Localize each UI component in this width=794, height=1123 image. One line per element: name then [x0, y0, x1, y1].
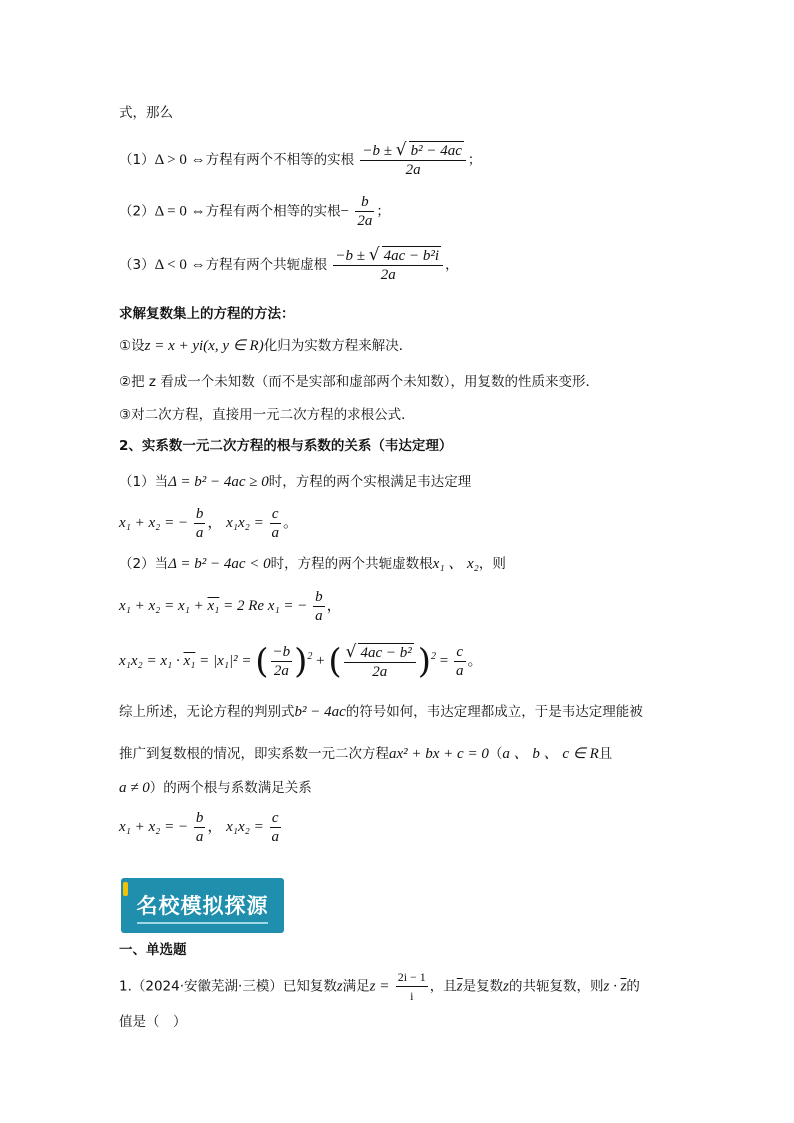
summary-1-post: 的符号如何，韦达定理都成立，于是韦达定理能被	[345, 704, 643, 720]
method-2: ②把 z 看成一个未知数（而不是实部和虚部两个未知数），用复数的性质来变形．	[119, 374, 600, 390]
case-1-den: 2a	[405, 162, 421, 178]
q1-prod: z ·	[603, 978, 621, 995]
case-3-cond: Δ < 0 ⇔	[154, 257, 206, 273]
summary-sum-num: b	[195, 810, 204, 826]
vieta-1-condition	[119, 472, 471, 492]
vieta-1-tail: 。	[283, 514, 299, 531]
summary-sum-fraction	[194, 809, 206, 846]
summary-3-post: ）的两个根与系数满足关系	[149, 780, 312, 796]
q1-den: i	[410, 989, 414, 1003]
case-2-text: 方程有两个相等的实根	[205, 203, 341, 220]
vieta-2-f3-num: c	[454, 643, 466, 662]
case-1-tail: ；	[467, 152, 482, 168]
method-3: ③对二次方程，直接用一元二次方程的求根公式．	[119, 407, 415, 423]
vieta-2-frac-3	[454, 643, 466, 680]
vieta-2-roots: x₁ 、 x₂	[432, 556, 479, 572]
summary-2-formula: ax² + bx + c = 0	[389, 746, 489, 762]
vieta-2-sum-bar: x₁	[207, 597, 220, 614]
vieta-2-f3-den: a	[456, 663, 464, 680]
vieta-2-f1-den: 2a	[273, 663, 289, 680]
vieta-2-f1-num: −b	[272, 644, 291, 661]
case-3-num: −b ±	[335, 248, 369, 264]
vieta-1-equations	[119, 505, 298, 542]
q1-pre: 1.（2024·安徽芜湖·三模）已知复数	[119, 978, 337, 995]
method-1-pre: ①设	[119, 338, 145, 354]
summary-prod-num: c	[270, 809, 282, 828]
case-2	[119, 193, 390, 230]
vieta-2-frac-2: $\frac{\text{√ 4ac − b²}}{2a}$	[344, 643, 416, 681]
q1-mid: 满足	[342, 978, 370, 995]
summary-1-formula: b² − 4ac	[294, 704, 346, 720]
case-3-radicand: 4ac − b²i	[383, 248, 440, 264]
q1-eq: z =	[369, 978, 390, 995]
case-3-root-fraction: $\frac{\text{−b ± √ 4ac − b²i}}{2a}$	[333, 246, 443, 284]
case-2-tail: ；	[376, 203, 390, 220]
case-1-root-fraction: $\frac{\text{−b ± √ b² − 4ac}}{2a}$	[360, 141, 465, 179]
vieta-1-sum-fraction	[194, 505, 206, 542]
vieta-2-sum	[119, 588, 342, 625]
q1-z2: z	[503, 978, 509, 995]
vieta-2-sum-mid: = 2 Re x₁ = −	[219, 597, 308, 614]
vieta-2-sum-fraction	[313, 588, 325, 625]
vieta-2-prod-tail: 。	[467, 653, 483, 669]
summary-sep: ，	[207, 818, 223, 835]
summary-sum-den: a	[195, 829, 204, 845]
case-3	[119, 246, 459, 284]
method-1-post: 化归为实数方程来解决．	[263, 338, 413, 354]
vieta-1-sum-num: b	[195, 506, 204, 522]
summary-line-1	[119, 702, 643, 722]
case-2-num: b	[355, 193, 374, 212]
vieta-2-sum-tail: ，	[326, 597, 342, 614]
summary-line-2	[119, 744, 612, 764]
vieta-1-prod-num: c	[270, 505, 282, 524]
question-1	[119, 968, 640, 1005]
vieta-2-f2-den: 2a	[372, 663, 388, 680]
method-1	[119, 336, 412, 356]
vieta-2-prod-lhs: x₁x₂ = x₁ ·	[119, 653, 184, 669]
vieta-2-sum-lhs: x₁ + x₂ = x₁ +	[119, 597, 208, 614]
question-1-line-2: 值是（ ）	[119, 1014, 187, 1030]
vieta-2-frac-1	[271, 643, 293, 680]
case-3-tail: ，	[445, 257, 459, 273]
method-1-formula: z = x + yi(x, y ∈ R)	[144, 338, 264, 354]
method-heading: 求解复数集上的方程的方法：	[119, 306, 295, 322]
section-banner	[121, 878, 284, 933]
case-2-neg: −	[340, 203, 350, 220]
summary-prod-fraction	[270, 809, 282, 846]
vieta-1-sep: ，	[207, 514, 223, 531]
vieta-2-plus: +	[316, 653, 325, 669]
case-3-text: 方程有两个共轭虚根	[205, 257, 328, 273]
single-choice-heading: 一、单选题	[119, 942, 187, 958]
vieta-1-prod-den: a	[271, 525, 280, 541]
vieta-1-post: 时，方程的两个实根满足韦达定理	[268, 474, 472, 490]
vieta-2-sum-den: a	[315, 608, 323, 624]
case-1-label: （1）	[119, 152, 155, 168]
case-1-radicand: b² − 4ac	[410, 143, 462, 159]
summary-3-formula: a ≠ 0	[119, 780, 150, 796]
summary-line-3	[119, 778, 312, 798]
summary-sum-lhs: x₁ + x₂ = −	[119, 818, 189, 835]
intro-text: 式，那么	[119, 105, 173, 121]
q1-num: 2i − 1	[396, 968, 428, 987]
vieta-2-formula: Δ = b² − 4ac < 0	[168, 556, 271, 572]
case-1	[119, 141, 481, 179]
summary-2-vars: a 、 b 、 c ∈ R	[502, 746, 599, 762]
summary-2-pre: 推广到复数根的情况，即实系数一元二次方程	[119, 746, 389, 762]
q1-z: z	[336, 978, 343, 995]
summary-2-post: 且	[598, 746, 613, 762]
case-2-cond: Δ = 0 ⇔	[154, 203, 206, 220]
q1-post: ，且	[429, 978, 457, 995]
vieta-2-product: x₁x₂ = x₁ · x₁ = |x₁|² = ( $\frac{-b}{2a}$ )$^2$ + ( $\frac{\text{√ 4ac − b²}}{2a}$ )$^2$ = $\frac{c}{a}$ 。	[119, 641, 483, 682]
case-2-den: 2a	[357, 213, 373, 229]
q1-zbar: $\overline{z}$	[456, 978, 463, 995]
vieta-1-formula: Δ = b² − 4ac ≥ 0	[168, 474, 269, 490]
vieta-2-sum-num: b	[315, 589, 323, 605]
q1-post3: 的共轭复数，则	[508, 978, 604, 995]
banner-title: 名校模拟探源	[136, 894, 269, 918]
vieta-2-tail: ，则	[478, 556, 506, 572]
vieta-2-post: 时，方程的两个共轭虚数根	[270, 556, 433, 572]
case-1-text: 方程有两个不相等的实根	[205, 152, 355, 168]
vieta-1-sum-den: a	[195, 525, 204, 541]
case-3-label: （3）	[119, 257, 155, 273]
vieta-2-prod-bar: x₁	[183, 653, 196, 669]
summary-1-pre: 综上所述，无论方程的判别式	[119, 704, 295, 720]
vieta-1-sum-lhs: x₁ + x₂ = −	[119, 514, 189, 531]
q1-post4: 的	[626, 978, 640, 995]
vieta-1-prod-lhs: x₁x₂ =	[226, 514, 264, 531]
vieta-2-pre: （2）当	[119, 556, 169, 572]
summary-2-mid: （	[488, 746, 503, 762]
summary-prod-lhs: x₁x₂ =	[226, 818, 264, 835]
case-1-num: −b ±	[362, 143, 396, 159]
vieta-2-prod-mid: = |x₁|² =	[195, 653, 252, 669]
vieta-2-condition	[119, 554, 506, 574]
vieta-1-pre: （1）当	[119, 474, 169, 490]
summary-prod-den: a	[271, 829, 280, 845]
case-2-label: （2）	[119, 203, 155, 220]
case-1-cond: Δ > 0 ⇔	[154, 152, 206, 168]
summary-equations	[119, 809, 283, 846]
q1-post2: 是复数	[462, 978, 504, 995]
q1-fraction	[396, 968, 428, 1005]
banner-underline	[137, 922, 268, 924]
section-2-heading: 2、实系数一元二次方程的根与系数的关系（韦达定理）	[119, 438, 453, 454]
case-2-fraction	[355, 193, 374, 230]
vieta-1-prod-fraction	[270, 505, 282, 542]
vieta-2-eq: =	[439, 653, 449, 669]
q1-zbar2: $\overline{z}$	[620, 978, 627, 995]
vieta-2-f2-num: 4ac − b²	[360, 644, 412, 661]
case-3-den: 2a	[380, 267, 396, 283]
